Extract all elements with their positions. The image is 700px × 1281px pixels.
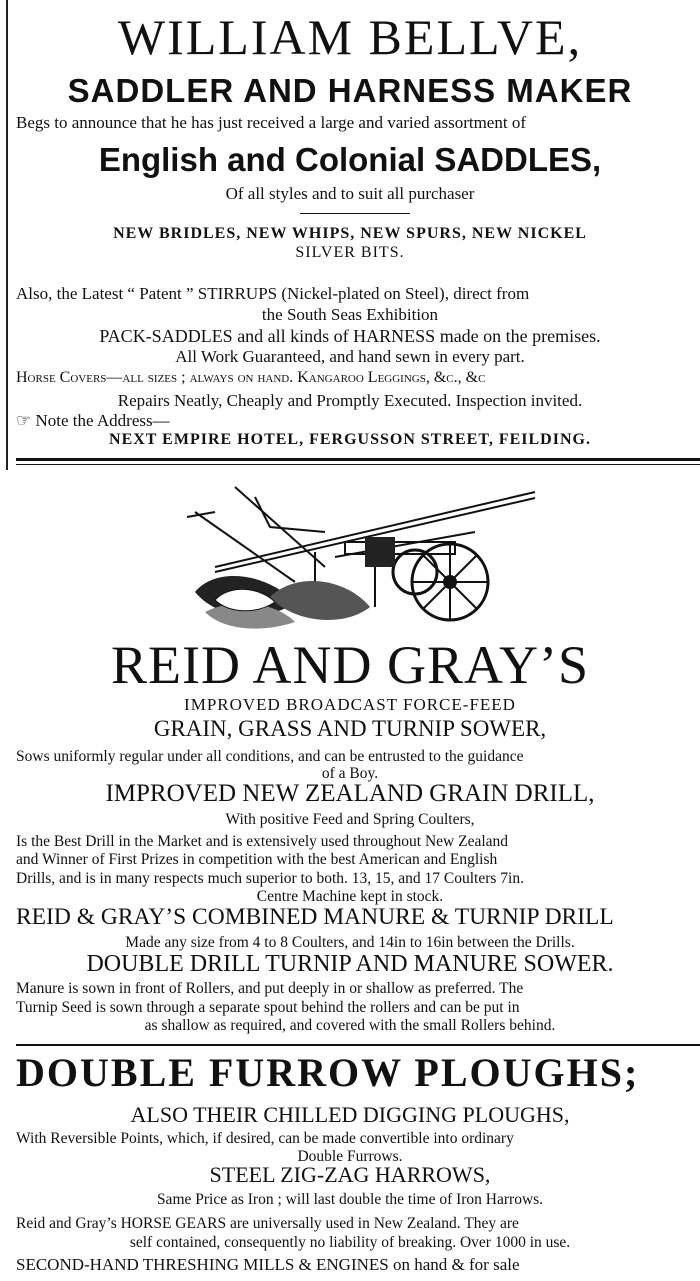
reversible-line-2: Double Furrows. xyxy=(297,1148,403,1165)
repairs-line: Repairs Neatly, Cheaply and Promptly Executed. Inspection invited. xyxy=(117,391,583,410)
sows-line-1: Sows uniformly regular under all conditions, and can be entrusted to the guidance xyxy=(16,748,524,765)
improved-broadcast-line: IMPROVED BROADCAST FORCE-FEED xyxy=(184,695,516,714)
covers-line: Horse Covers—all sizes ; always on hand. Kangaroo Leggings, &c., &c xyxy=(16,369,486,386)
advertiser-name: WILLIAM BELLVE, xyxy=(117,9,583,65)
sows-line-2: of a Boy. xyxy=(321,765,379,782)
pointing-hand-icon: ☞ xyxy=(16,411,32,430)
grain-drill-subtitle: With positive Feed and Spring Coulters, xyxy=(225,811,475,828)
styles-line: Of all styles and to suit all purchaser xyxy=(225,184,475,203)
note-address-line xyxy=(16,412,700,429)
manure-line-1: Manure is sown in front of Rollers, and put deeply in or shallow as preferred. The xyxy=(16,980,524,997)
sower-heading: GRAIN, GRASS AND TURNIP SOWER, xyxy=(153,716,547,741)
reid-gray-heading: REID AND GRAY’S xyxy=(110,635,590,695)
address-line: NEXT EMPIRE HOTEL, FERGUSSON STREET, FEILDING. xyxy=(109,431,591,448)
section-divider-thin xyxy=(16,464,700,465)
trade-heading: SADDLER AND HARNESS MAKER xyxy=(67,72,633,109)
combined-drill-heading: REID & GRAY’S COMBINED MANURE & TURNIP DRILL xyxy=(16,904,614,930)
plough-engraving xyxy=(175,472,545,642)
short-divider xyxy=(300,213,410,214)
horse-gears-line-1: Reid and Gray’s HORSE GEARS are universally used in New Zealand. They are xyxy=(16,1215,519,1232)
combined-drill-subtitle: Made any size from 4 to 8 Coulters, and 14in to 16in between the Drills. xyxy=(125,934,575,951)
drill-line-1: Is the Best Drill in the Market and is extensively used throughout New Zealand xyxy=(16,833,509,850)
second-hand-line: SECOND-HAND THRESHING MILLS & ENGINES on hand & for sale xyxy=(16,1255,520,1274)
reversible-line-1: With Reversible Points, which, if desired, can be made convertible into ordinary xyxy=(16,1130,514,1147)
grain-drill-heading: IMPROVED NEW ZEALAND GRAIN DRILL, xyxy=(105,780,595,807)
pack-saddles-line: PACK-SADDLES and all kinds of HARNESS made on the premises. xyxy=(99,326,601,346)
announcement-line: Begs to announce that he has just received a large and varied assortment of xyxy=(16,113,526,132)
ploughs-divider xyxy=(16,1044,700,1046)
bridles-line-1: NEW BRIDLES, NEW WHIPS, NEW SPURS, NEW NICKEL xyxy=(113,225,587,242)
note-label: Note the Address— xyxy=(35,411,170,430)
digging-ploughs-line: ALSO THEIR CHILLED DIGGING PLOUGHS, xyxy=(130,1102,570,1127)
harrows-heading: STEEL ZIG-ZAG HARROWS, xyxy=(209,1162,491,1187)
manure-line-3: as shallow as required, and covered with the small Rollers behind. xyxy=(144,1017,556,1034)
drill-line-3: Drills, and is in many respects much superior to both. 13, 15, and 17 Coulters 7in. xyxy=(16,870,524,887)
bridles-line-2: SILVER BITS. xyxy=(295,244,405,261)
stirrups-line-1: Also, the Latest “ Patent ” STIRRUPS (Nickel-plated on Steel), direct from xyxy=(16,284,530,303)
stirrups-line-2: the South Seas Exhibition xyxy=(261,305,439,324)
section-divider-thick xyxy=(16,458,700,461)
manure-line-2: Turnip Seed is sown through a separate spout behind the rollers and can be put in xyxy=(16,999,520,1016)
double-furrow-heading: DOUBLE FURROW PLOUGHS; xyxy=(16,1050,640,1095)
horse-gears-line-2: self contained, consequently no liability of breaking. Over 1000 in use. xyxy=(129,1234,571,1251)
saddles-heading: English and Colonial SADDLES, xyxy=(98,141,602,178)
drill-line-4: Centre Machine kept in stock. xyxy=(256,888,444,905)
price-line: Same Price as Iron ; will last double the time of Iron Harrows. xyxy=(156,1191,544,1208)
drill-line-2: and Winner of First Prizes in competition with the best American and English xyxy=(16,851,498,868)
guarantee-line: All Work Guaranteed, and hand sewn in every part. xyxy=(175,347,525,366)
double-drill-heading: DOUBLE DRILL TURNIP AND MANURE SOWER. xyxy=(86,951,614,977)
